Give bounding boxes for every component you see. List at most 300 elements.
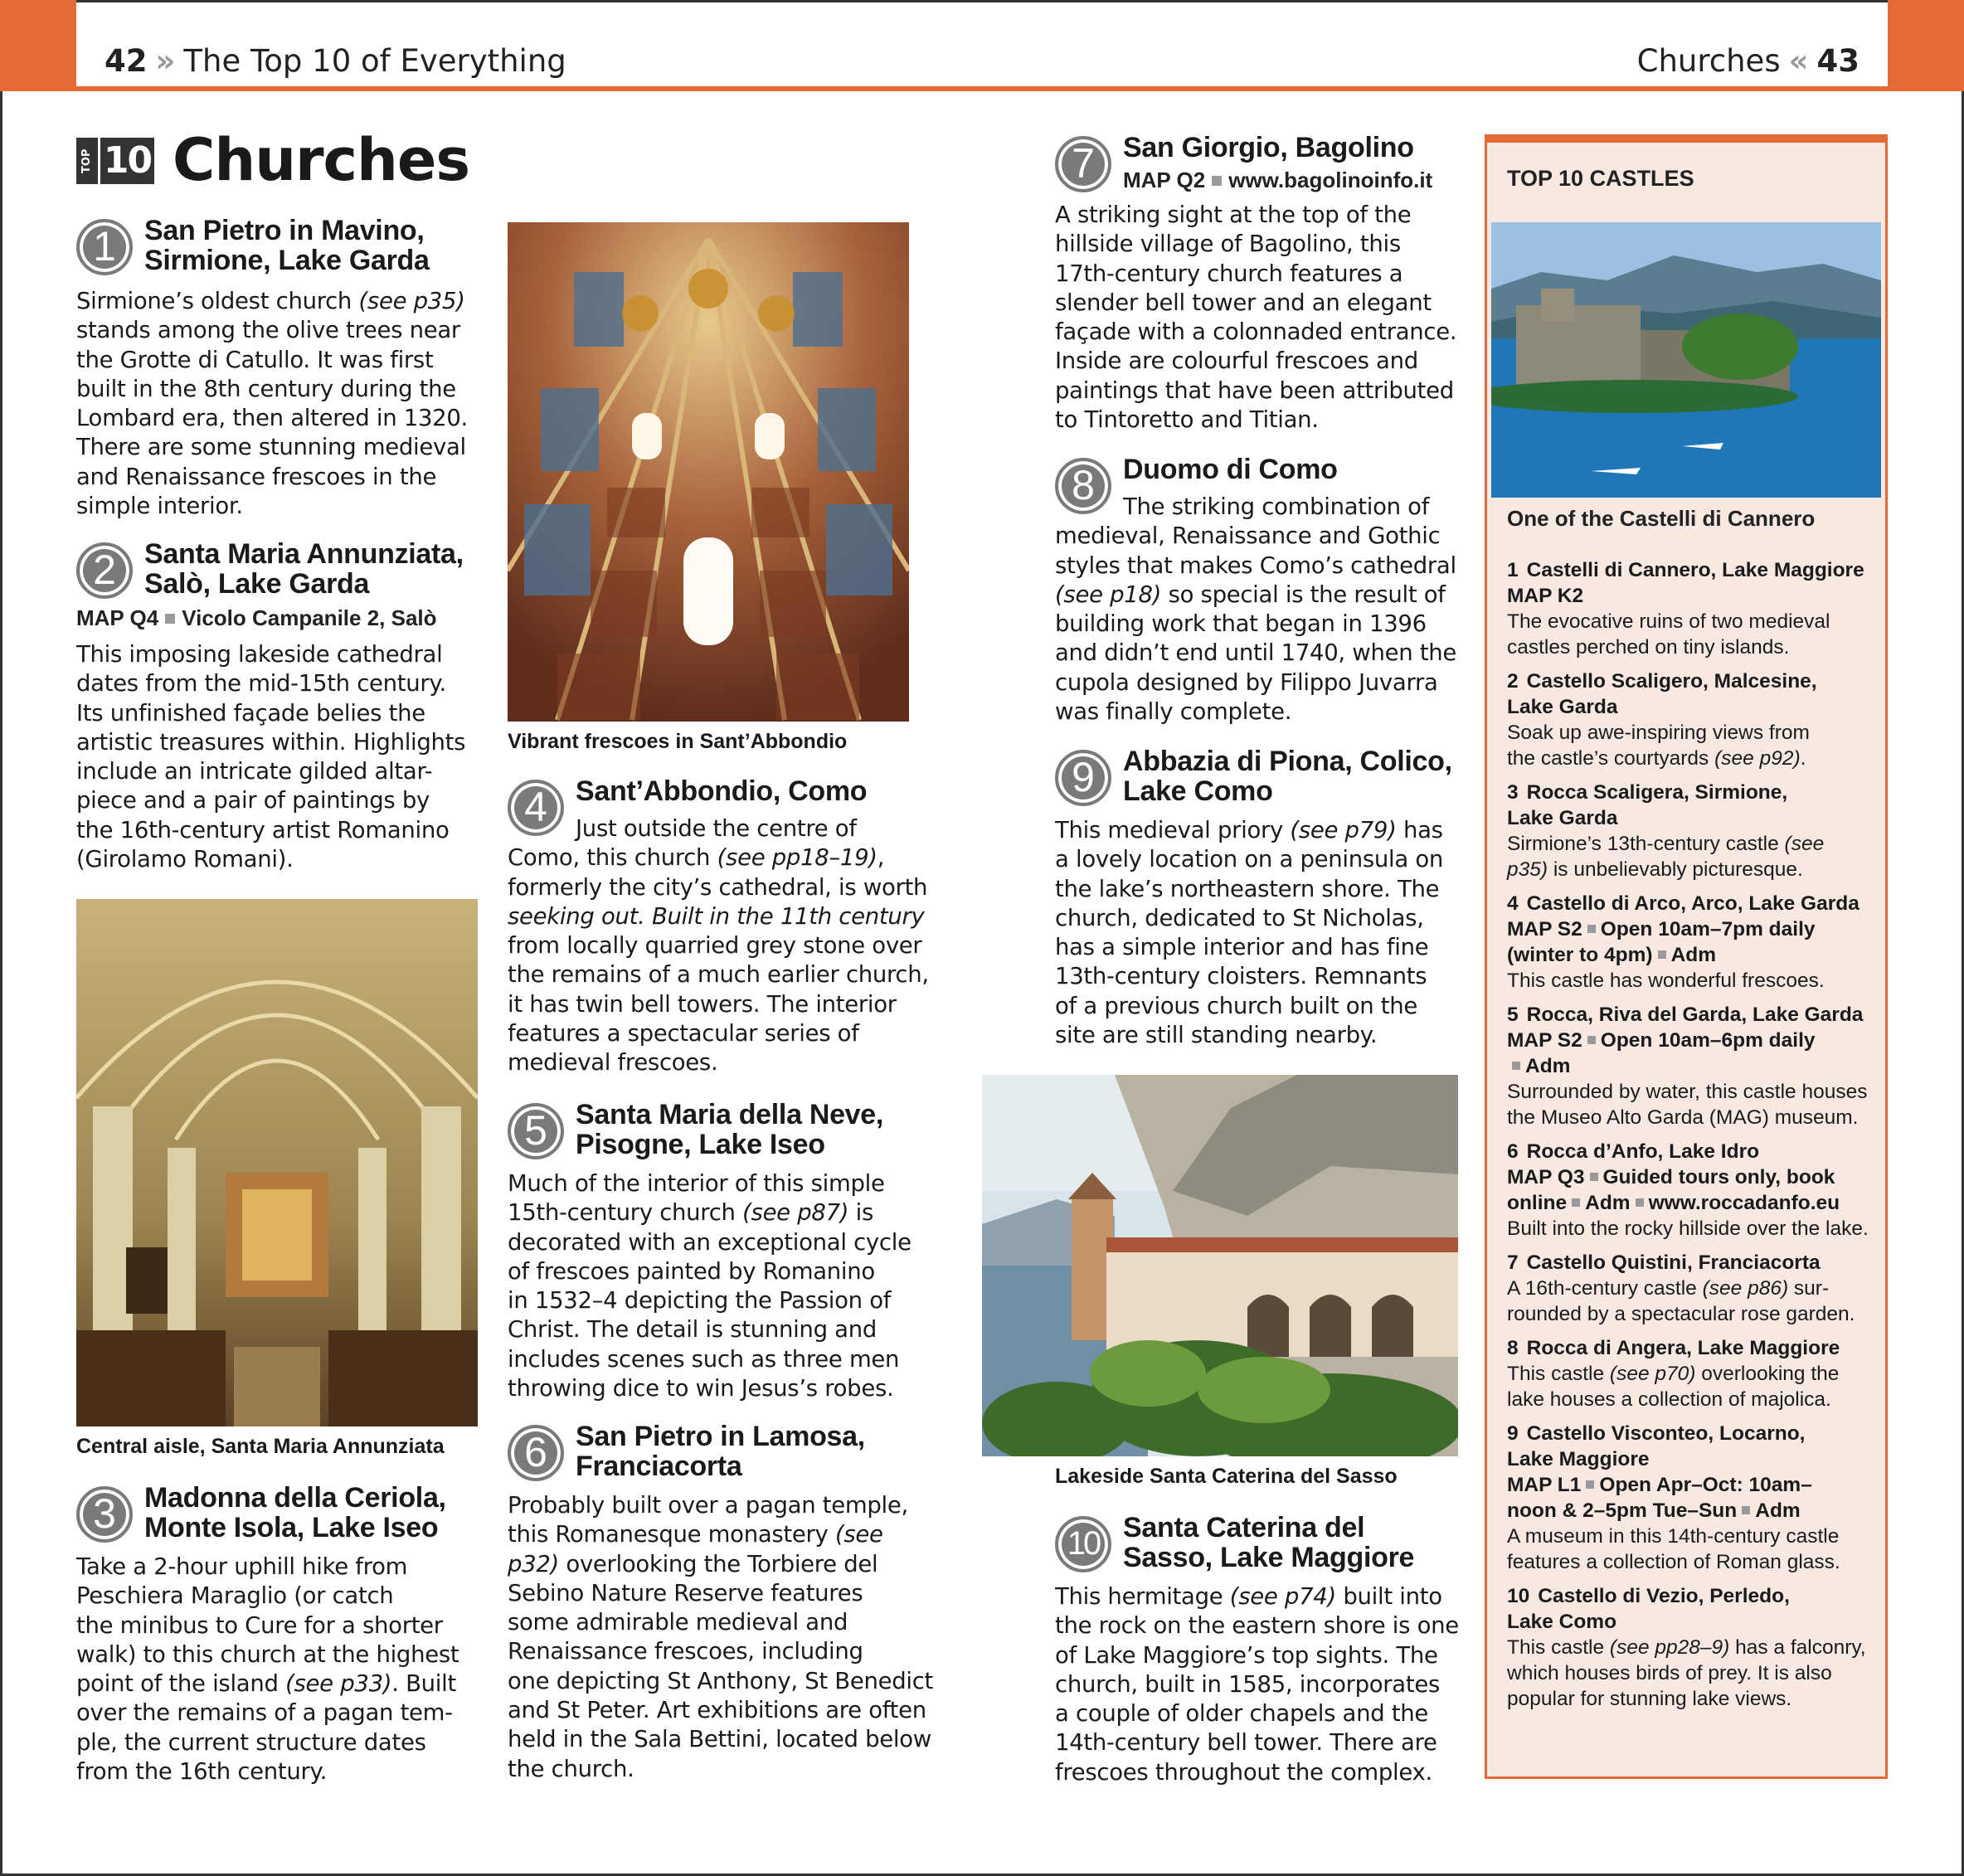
entry-meta bbox=[1123, 168, 1432, 193]
left-page-number: 42 bbox=[105, 43, 148, 79]
castle-description bbox=[1507, 968, 1880, 994]
aisle-photo bbox=[76, 899, 478, 1426]
castle-meta-part: (winter to 4pm) bbox=[1507, 944, 1653, 966]
body-text: Take a 2-hour uphill hike from bbox=[76, 1553, 408, 1580]
entry-title-line2: Sasso, Lake Maggiore bbox=[1123, 1542, 1415, 1573]
body-line bbox=[1055, 1699, 1459, 1728]
castle-name: Rocca Scaligera, Sirmione, bbox=[1526, 781, 1788, 804]
body-text: 14th-century bell tower. There are bbox=[1055, 1729, 1437, 1757]
body-line bbox=[1055, 493, 1456, 522]
body-text: a couple of older chapels and the bbox=[1055, 1700, 1429, 1728]
castle-name: Castello Visconteo, Locarno, bbox=[1526, 1422, 1806, 1445]
castle-name: Rocca d’Anfo, Lake Idro bbox=[1526, 1140, 1760, 1163]
left-section-title: The Top 10 of Everything bbox=[183, 43, 566, 79]
body-line bbox=[76, 757, 465, 786]
body-text: ple, the current structure dates bbox=[76, 1728, 426, 1756]
entry-title-line2: Monte Isola, Lake Iseo bbox=[144, 1512, 439, 1543]
castle-meta-part: Open Apr–Oct: 10am– bbox=[1599, 1474, 1812, 1496]
body-line bbox=[76, 492, 468, 521]
cross-reference: (see p70) bbox=[1609, 1363, 1696, 1385]
body-line bbox=[508, 1198, 912, 1227]
castle-meta-part: Adm bbox=[1670, 944, 1717, 966]
entry-title-line1: San Pietro in Lamosa, bbox=[576, 1421, 865, 1452]
body-line bbox=[76, 1611, 459, 1640]
castle-meta bbox=[1507, 1164, 1880, 1190]
body-line bbox=[76, 1553, 459, 1582]
separator-square-icon bbox=[165, 614, 175, 624]
entry-title-line1: Santa Maria Annunziata, bbox=[144, 538, 464, 570]
castle-meta bbox=[1507, 916, 1880, 942]
body-line bbox=[508, 873, 929, 902]
castle-item-7 bbox=[1507, 1250, 1880, 1327]
body-text: and didn’t end until 1740, when the bbox=[1055, 639, 1457, 667]
body-text: cupola designed by Filippo Juvarra bbox=[1055, 668, 1438, 696]
castle-title bbox=[1507, 668, 1880, 694]
body-text: (Girolamo Romani). bbox=[76, 846, 294, 873]
body-line bbox=[1055, 581, 1456, 610]
cross-reference: (see pp28–9) bbox=[1609, 1636, 1730, 1659]
body-text: building work that began in 1396 bbox=[1055, 610, 1427, 638]
castle-meta bbox=[1507, 1190, 1880, 1216]
body-line bbox=[1055, 962, 1443, 991]
castle-title bbox=[1507, 1139, 1880, 1164]
entry-title-line2: Franciacorta bbox=[576, 1451, 742, 1482]
castle-name-line2: Lake Maggiore bbox=[1507, 1448, 1650, 1470]
castle-description bbox=[1507, 1301, 1880, 1327]
castle-title bbox=[1507, 1583, 1880, 1609]
body-text: the 16th-century artist Romanino bbox=[76, 816, 450, 843]
body-line bbox=[1055, 260, 1456, 289]
body-line bbox=[508, 931, 929, 960]
castle-description bbox=[1507, 1105, 1880, 1130]
entry-title-line1: Santa Maria della Neve, bbox=[576, 1099, 884, 1130]
body-text: of a previous church built on the bbox=[1055, 992, 1418, 1019]
body-text: medieval, Renaissance and Gothic bbox=[1055, 522, 1441, 550]
separator-square-icon bbox=[1742, 1506, 1750, 1514]
castle-title bbox=[1507, 780, 1880, 805]
entry-body bbox=[1055, 1582, 1459, 1787]
castle-name: Castello Scaligero, Malcesine, bbox=[1526, 670, 1817, 693]
entry-body bbox=[76, 287, 468, 521]
castle-meta bbox=[1507, 1472, 1880, 1498]
separator-square-icon bbox=[1212, 176, 1222, 186]
body-line bbox=[76, 316, 468, 345]
castle-meta-part: online bbox=[1507, 1192, 1568, 1214]
entry-title bbox=[576, 1422, 865, 1481]
body-line bbox=[76, 1669, 459, 1699]
body-line bbox=[76, 728, 465, 757]
castle-meta bbox=[1507, 1053, 1880, 1079]
body-line bbox=[76, 699, 465, 728]
castle-name: Rocca di Angera, Lake Maggiore bbox=[1526, 1337, 1840, 1359]
body-text: includes scenes such as three men bbox=[508, 1345, 900, 1373]
body-line bbox=[508, 1048, 929, 1077]
entry-number-badge: 6 bbox=[508, 1425, 564, 1481]
description-text: overlooking the bbox=[1695, 1363, 1840, 1385]
castle-description bbox=[1507, 1686, 1880, 1712]
body-text: frescoes throughout the complex. bbox=[1055, 1758, 1432, 1786]
body-line bbox=[1055, 289, 1456, 318]
body-line bbox=[1055, 845, 1443, 874]
entry-address: Vicolo Campanile 2, Salò bbox=[182, 605, 437, 630]
entry-title-line1: Duomo di Como bbox=[1123, 454, 1338, 485]
castle-description bbox=[1507, 1276, 1880, 1301]
body-text: Just outside the centre of bbox=[576, 815, 857, 842]
body-line bbox=[508, 1579, 933, 1608]
castle-image bbox=[1491, 222, 1881, 498]
castle-meta-part: Open 10am–7pm daily bbox=[1600, 918, 1816, 940]
entry-body bbox=[76, 640, 465, 874]
body-line bbox=[76, 404, 468, 433]
castle-item-3 bbox=[1507, 780, 1880, 882]
entry-title bbox=[1123, 454, 1338, 484]
body-line bbox=[1055, 1670, 1459, 1699]
body-text: stands among the olive trees near bbox=[76, 317, 460, 344]
entry-title bbox=[144, 1483, 446, 1543]
body-text: Renaissance frescoes, including bbox=[508, 1638, 863, 1665]
body-text: held in the Sala Bettini, located below bbox=[508, 1726, 931, 1753]
cross-reference: (see p33) bbox=[285, 1670, 392, 1698]
description-text: which houses birds of prey. It is also bbox=[1507, 1662, 1832, 1684]
header-accent-left bbox=[0, 0, 76, 91]
body-text: the minibus to Cure for a shorter bbox=[76, 1611, 443, 1639]
cross-reference: (see p86) bbox=[1702, 1277, 1789, 1300]
body-line bbox=[76, 845, 465, 874]
entry-body bbox=[508, 814, 929, 1078]
body-line bbox=[76, 640, 465, 669]
entry-title-line1: San Pietro in Mavino, bbox=[144, 215, 425, 246]
castle-description bbox=[1507, 634, 1880, 660]
body-text: built into bbox=[1335, 1583, 1442, 1610]
body-line bbox=[508, 1550, 933, 1579]
body-line bbox=[508, 960, 929, 989]
body-line bbox=[508, 1755, 933, 1784]
body-line bbox=[1055, 347, 1456, 376]
castle-title bbox=[1507, 1421, 1880, 1446]
body-text: hillside village of Bagolino, this bbox=[1055, 231, 1401, 258]
entry-number-badge: 2 bbox=[76, 542, 133, 599]
description-text: the castle’s courtyards bbox=[1507, 747, 1715, 770]
description-text: rounded by a spectacular rose garden. bbox=[1507, 1303, 1855, 1325]
body-line bbox=[76, 375, 468, 404]
body-text: it has twin bell towers. The interior bbox=[508, 990, 897, 1018]
right-section-title: Churches bbox=[1636, 43, 1781, 79]
body-text: slender bell tower and an elegant bbox=[1055, 289, 1432, 316]
castle-name: Castello di Arco, Arco, Lake Garda bbox=[1526, 892, 1859, 915]
castle-number: 9 bbox=[1507, 1422, 1519, 1445]
body-line bbox=[508, 1019, 929, 1048]
body-text: decorated with an exceptional cycle bbox=[508, 1228, 912, 1256]
fresco-photo bbox=[508, 222, 909, 722]
body-line bbox=[1055, 1641, 1459, 1670]
castle-description bbox=[1507, 1635, 1880, 1660]
description-text: lake houses a collection of majolica. bbox=[1507, 1388, 1831, 1411]
aisle-image bbox=[76, 899, 478, 1426]
body-text: built in the 8th century during the bbox=[76, 375, 456, 402]
body-text: This medieval priory bbox=[1055, 817, 1291, 843]
castle-description bbox=[1507, 746, 1880, 771]
description-text: features a collection of Roman glass. bbox=[1507, 1551, 1840, 1573]
castle-title bbox=[1507, 557, 1880, 583]
body-text: point of the island bbox=[76, 1670, 286, 1698]
body-line bbox=[508, 843, 929, 872]
castle-number: 2 bbox=[1507, 670, 1519, 693]
body-line bbox=[508, 990, 929, 1019]
entry-title-line1: Abbazia di Piona, Colico, bbox=[1123, 746, 1452, 777]
description-text: Sirmione’s 13th-century castle bbox=[1507, 833, 1785, 855]
body-text: Christ. The detail is stunning and bbox=[508, 1316, 877, 1344]
cross-reference: (see p87) bbox=[742, 1199, 849, 1227]
castle-number: 7 bbox=[1507, 1251, 1519, 1274]
body-text: Its unfinished façade belies the bbox=[76, 699, 425, 727]
description-text: Soak up awe-inspiring views from bbox=[1507, 722, 1810, 744]
entry-body bbox=[1055, 201, 1456, 435]
body-line bbox=[1055, 904, 1443, 933]
body-text: site are still standing nearby. bbox=[1055, 1022, 1378, 1049]
body-text: There are some stunning medieval bbox=[76, 434, 466, 461]
castle-meta bbox=[1507, 942, 1880, 968]
entry-title-line1: Santa Caterina del bbox=[1123, 1512, 1365, 1543]
castle-description bbox=[1507, 1524, 1880, 1549]
castle-title bbox=[1507, 1002, 1880, 1028]
body-text: include an intricate gilded altar- bbox=[76, 758, 433, 785]
entry-map-ref: MAP Q2 bbox=[1123, 168, 1206, 192]
castle-title bbox=[1507, 1335, 1880, 1361]
separator-square-icon bbox=[1590, 1173, 1598, 1181]
body-text: Sirmione’s oldest church bbox=[76, 288, 359, 314]
body-line bbox=[1055, 522, 1456, 551]
body-text: has bbox=[1396, 817, 1443, 843]
lakeside-photo bbox=[982, 1075, 1458, 1456]
separator-square-icon bbox=[1572, 1198, 1580, 1207]
body-line bbox=[1055, 552, 1456, 581]
castle-name-line2: Lake Garda bbox=[1507, 807, 1618, 829]
castle-name: Castelli di Cannero, Lake Maggiore bbox=[1526, 559, 1864, 581]
body-text: of frescoes painted by Romanino bbox=[508, 1257, 875, 1285]
entry-title bbox=[1123, 1513, 1414, 1572]
body-text: The striking combination of bbox=[1123, 493, 1430, 520]
cross-reference: (see bbox=[1784, 833, 1825, 855]
body-text: the church. bbox=[508, 1755, 634, 1782]
entry-title bbox=[144, 539, 464, 599]
top10-castles-sidebar bbox=[1485, 134, 1888, 1779]
description-text: A museum in this 14th-century castle bbox=[1507, 1525, 1840, 1548]
description-text: the Museo Alto Garda (MAG) museum. bbox=[1507, 1106, 1859, 1129]
body-text: Inside are colourful frescoes and bbox=[1055, 347, 1418, 375]
entry-number-badge: 7 bbox=[1055, 136, 1111, 192]
body-line bbox=[508, 814, 929, 843]
body-line bbox=[76, 1582, 459, 1611]
top10-badge-ten: 10 bbox=[100, 138, 154, 184]
entry-body bbox=[1055, 493, 1456, 727]
body-line bbox=[1055, 1611, 1459, 1640]
entry-address[interactable]: www.bagolinoinfo.it bbox=[1228, 168, 1433, 192]
body-text: 17th-century church features a bbox=[1055, 260, 1403, 287]
body-line bbox=[1055, 318, 1456, 347]
castle-name: Rocca, Riva del Garda, Lake Garda bbox=[1526, 1004, 1864, 1026]
castle-name-line2: Lake Garda bbox=[1507, 696, 1618, 718]
castle-meta-part: Open 10am–6pm daily bbox=[1600, 1029, 1816, 1052]
page-title: Churches bbox=[173, 126, 470, 194]
body-line bbox=[1055, 992, 1443, 1021]
description-text: castles perched on tiny islands. bbox=[1507, 636, 1790, 659]
separator-square-icon bbox=[1658, 950, 1666, 959]
entry-meta bbox=[76, 605, 437, 631]
cross-reference: (see p35) bbox=[358, 288, 465, 314]
castle-name-line2: Lake Como bbox=[1507, 1611, 1617, 1633]
castle-item-8 bbox=[1507, 1335, 1880, 1412]
entry-title-line1: Madonna della Ceriola, bbox=[144, 1482, 446, 1514]
body-text: Probably built over a pagan temple, bbox=[508, 1492, 908, 1519]
castle-description bbox=[1507, 1361, 1880, 1387]
body-text: from locally quarried grey stone over bbox=[508, 932, 922, 960]
body-text: some admirable medieval and bbox=[508, 1609, 848, 1636]
entry-number-badge: 4 bbox=[508, 780, 564, 836]
body-text: from the 16th century. bbox=[76, 1758, 328, 1786]
entry-number-badge: 9 bbox=[1055, 750, 1111, 806]
body-text: Much of the interior of this simple bbox=[508, 1170, 885, 1197]
castle-meta-part: MAP L1 bbox=[1507, 1474, 1582, 1496]
body-text: medieval frescoes. bbox=[508, 1049, 718, 1077]
cross-reference: (see p74) bbox=[1229, 1583, 1336, 1610]
body-text: was finally complete. bbox=[1055, 698, 1292, 726]
castle-description bbox=[1507, 609, 1880, 634]
body-line bbox=[508, 1315, 912, 1344]
cross-reference: (see pp18–19) bbox=[717, 844, 877, 872]
entry-title-line2: Pisogne, Lake Iseo bbox=[576, 1129, 825, 1160]
body-line bbox=[508, 1520, 933, 1549]
body-line bbox=[508, 902, 929, 931]
body-line bbox=[508, 1608, 933, 1637]
body-text: styles that makes Como’s cathedral bbox=[1055, 552, 1456, 579]
body-text: has a simple interior and has fine bbox=[1055, 934, 1429, 961]
castle-number: 3 bbox=[1507, 781, 1519, 804]
body-text: the Grotte di Catullo. It was first bbox=[76, 346, 434, 373]
castle-description bbox=[1507, 720, 1880, 746]
body-text: dates from the mid-15th century. bbox=[76, 670, 446, 697]
castle-description bbox=[1507, 831, 1880, 857]
entry-map-ref: MAP Q4 bbox=[76, 605, 159, 630]
entry-title bbox=[144, 216, 430, 275]
castle-description bbox=[1507, 1387, 1880, 1412]
fresco-image bbox=[508, 222, 909, 722]
cross-reference: p32) bbox=[508, 1550, 559, 1577]
entry-body bbox=[508, 1169, 912, 1403]
body-text: 15th-century church bbox=[508, 1199, 743, 1227]
castle-meta-part: MAP S2 bbox=[1507, 1029, 1582, 1052]
body-line bbox=[76, 1699, 459, 1728]
cross-reference: (see p79) bbox=[1290, 817, 1397, 843]
body-text: church, built in 1585, incorporates bbox=[1055, 1670, 1440, 1698]
description-text: has a falconry, bbox=[1729, 1636, 1866, 1659]
castle-number: 1 bbox=[1507, 559, 1519, 581]
castle-meta-part[interactable]: www.roccadanfo.eu bbox=[1648, 1192, 1840, 1214]
lakeside-caption: Lakeside Santa Caterina del Sasso bbox=[1055, 1465, 1398, 1488]
castle-item-5 bbox=[1507, 1002, 1880, 1130]
folio-right bbox=[1637, 43, 1859, 79]
castle-number: 5 bbox=[1507, 1004, 1519, 1026]
cross-reference: seeking out. Built in the 11th century bbox=[508, 902, 925, 930]
castle-item-10 bbox=[1507, 1583, 1880, 1712]
castle-number: 4 bbox=[1507, 892, 1519, 915]
entry-title-line2: Lake Como bbox=[1123, 775, 1273, 807]
separator-square-icon bbox=[1587, 1036, 1596, 1044]
castle-item-9 bbox=[1507, 1421, 1880, 1575]
cross-reference: p35) bbox=[1507, 858, 1548, 881]
cross-reference: (see p92) bbox=[1714, 747, 1801, 770]
body-text: this Romanesque monastery bbox=[508, 1521, 835, 1548]
header-rule bbox=[76, 86, 1888, 91]
entry-body bbox=[1055, 816, 1443, 1050]
body-text: to Tintoretto and Titian. bbox=[1055, 406, 1319, 434]
body-text: is bbox=[848, 1199, 874, 1227]
entry-title-line2: Salò, Lake Garda bbox=[144, 568, 370, 600]
entry-body bbox=[508, 1491, 933, 1784]
castle-meta-part: MAP K2 bbox=[1507, 585, 1584, 607]
entry-number-badge: 10 bbox=[1055, 1516, 1111, 1572]
body-text: in 1532–4 depicting the Passion of bbox=[508, 1287, 892, 1315]
body-line bbox=[1055, 230, 1456, 259]
body-text: This hermitage bbox=[1055, 1583, 1230, 1610]
castle-description bbox=[1507, 1216, 1880, 1242]
castle-meta-part: noon & 2–5pm Tue–Sun bbox=[1507, 1499, 1738, 1522]
body-text: 13th-century cloisters. Remnants bbox=[1055, 963, 1427, 990]
body-line bbox=[1055, 1021, 1443, 1050]
body-line bbox=[508, 1257, 912, 1286]
body-line bbox=[1055, 668, 1456, 697]
entry-number-badge: 1 bbox=[76, 219, 133, 275]
body-line bbox=[76, 1728, 459, 1757]
castle-number: 6 bbox=[1507, 1140, 1519, 1163]
castle-description bbox=[1507, 1660, 1880, 1686]
body-text: Peschiera Maraglio (or catch bbox=[76, 1582, 394, 1610]
body-line bbox=[1055, 377, 1456, 406]
entry-body bbox=[76, 1553, 459, 1786]
body-line bbox=[76, 463, 468, 492]
body-text: church, dedicated to St Nicholas, bbox=[1055, 904, 1424, 931]
description-text: This castle bbox=[1507, 1363, 1610, 1385]
castle-description bbox=[1507, 857, 1880, 882]
description-text: The evocative ruins of two medieval bbox=[1507, 610, 1830, 633]
body-text: This imposing lakeside cathedral bbox=[76, 641, 443, 668]
header-accent-right bbox=[1888, 0, 1964, 91]
separator-square-icon bbox=[1587, 925, 1596, 933]
sidebar-title: TOP 10 CASTLES bbox=[1507, 166, 1694, 191]
body-line bbox=[1055, 875, 1443, 904]
body-text: over the remains of a pagan tem- bbox=[76, 1699, 453, 1727]
body-text: . Built bbox=[391, 1670, 456, 1698]
entry-title bbox=[1123, 133, 1414, 163]
body-line bbox=[1055, 933, 1443, 962]
body-line bbox=[508, 1725, 933, 1754]
body-line bbox=[76, 346, 468, 375]
body-line bbox=[76, 1640, 459, 1669]
cross-reference: (see bbox=[834, 1521, 883, 1548]
description-text: Surrounded by water, this castle houses bbox=[1507, 1081, 1868, 1103]
description-text: This castle has wonderful frescoes. bbox=[1507, 970, 1825, 992]
body-text: façade with a colonnaded entrance. bbox=[1055, 318, 1457, 346]
body-text: formerly the city’s cathedral, is worth bbox=[508, 873, 928, 901]
castle-meta bbox=[1507, 1028, 1880, 1053]
body-text: A striking sight at the top of the bbox=[1055, 202, 1412, 228]
aisle-caption: Central aisle, Santa Maria Annunziata bbox=[76, 1435, 445, 1458]
body-line bbox=[508, 1345, 912, 1374]
body-line bbox=[508, 1637, 933, 1666]
description-text: This castle bbox=[1507, 1636, 1610, 1659]
body-line bbox=[76, 786, 465, 815]
castle-photo bbox=[1491, 222, 1881, 498]
right-page-number: 43 bbox=[1816, 43, 1859, 79]
